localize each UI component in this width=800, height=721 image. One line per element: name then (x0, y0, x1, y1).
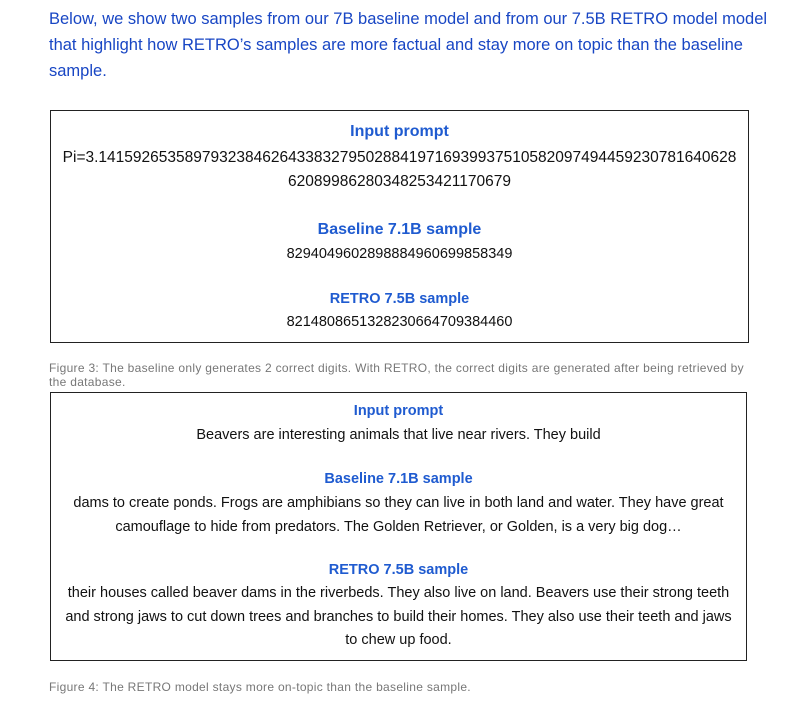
figure4-sample-box (50, 392, 747, 661)
figure4-input-heading: Input prompt (353, 403, 444, 419)
figure4-input-text: Beavers are interesting animals that live near rivers. They build (196, 427, 601, 443)
figure3-retro-text: 8214808651328230664709384460 (286, 314, 513, 330)
figure3-input-text: Pi=3.1415926535897932384626433832795028841971693993751058209749445923078164062862089986280348253421170679 (62, 149, 737, 190)
figure3-sample-box (50, 110, 749, 343)
figure4-baseline-text: dams to create ponds. Frogs are amphibians so they can live in both land and water. They have great camouflage to hide from predators. The Golden Retriever, or Golden, is a very big dog… (73, 495, 724, 535)
figure3-baseline-heading: Baseline 7.1B sample (317, 221, 482, 238)
figure3-baseline-text: 8294049602898884960699858349 (286, 246, 513, 262)
figure4-baseline-heading: Baseline 7.1B sample (324, 471, 473, 487)
figure4-retro-heading: RETRO 7.5B sample (328, 562, 469, 578)
figure4-caption: Figure 4: The RETRO model stays more on-topic than the baseline sample. (49, 680, 471, 694)
figure3-caption: Figure 3: The baseline only generates 2 correct digits. With RETRO, the correct digits are generated after being retrieved by the database. (49, 361, 744, 389)
intro-paragraph: Below, we show two samples from our 7B baseline model and from our 7.5B RETRO model model that highlight how RETRO’s samples are more factual and stay more on topic than the baseline sample. (49, 10, 768, 80)
figure4-retro-text: their houses called beaver dams in the riverbeds. They also live on land. Beavers use their strong teeth and strong jaws to cut down trees and branches to build their homes. They also use their teeth and jaws to chew up food. (65, 585, 732, 648)
figure3-input-heading: Input prompt (350, 123, 449, 140)
figure3-retro-heading: RETRO 7.5B sample (329, 291, 470, 307)
